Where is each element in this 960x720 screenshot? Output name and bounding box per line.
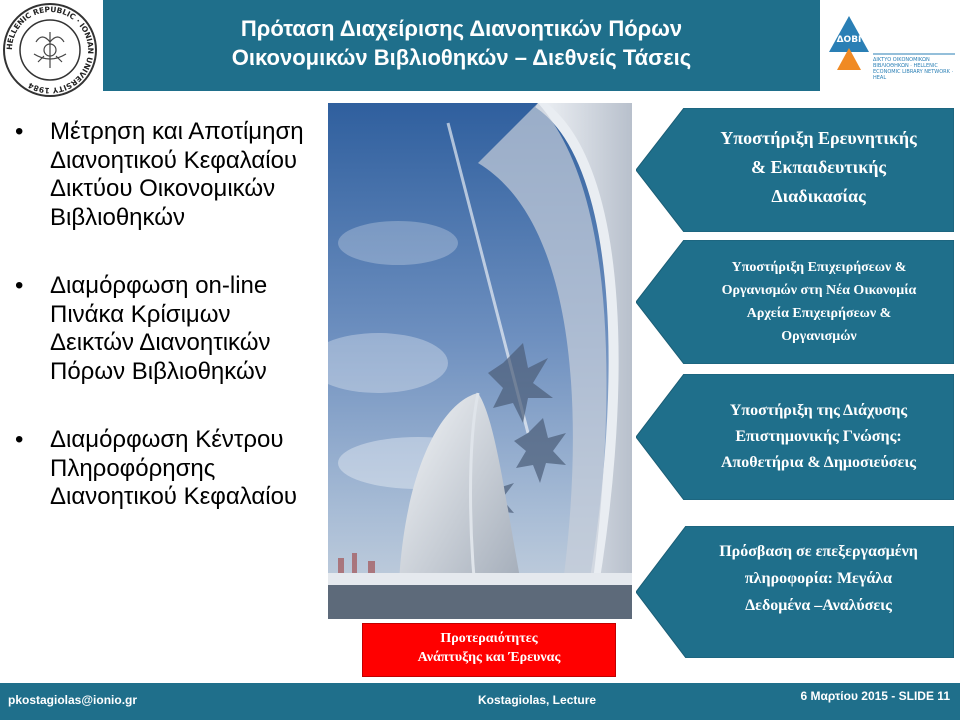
- bullet-dot: •: [15, 272, 24, 299]
- bullet-line: Δεικτών Διανοητικών: [50, 329, 271, 356]
- chevron-text: [684, 256, 954, 348]
- bullet-line: Διαμόρφωση on-line: [50, 272, 268, 299]
- chevron-line: Αρχεία Επιχειρήσεων &: [746, 306, 892, 321]
- footer-date-slide: 6 Μαρτίου 2015 - SLIDE 11: [800, 689, 950, 703]
- bullet-line: Πόρων Βιβλιοθηκών: [50, 357, 267, 385]
- chevron-line: Οργανισμών στη Νέα Οικονομία: [721, 283, 917, 298]
- bullet-line: Δικτύου Οικονομικών: [50, 175, 276, 202]
- footer-author-lecture: Kostagiolas, Lecture: [478, 693, 597, 707]
- chevron-text: [686, 398, 951, 476]
- chevron-text: [686, 124, 951, 211]
- chevron-line: πληροφορία: Μεγάλα: [744, 570, 893, 587]
- chevron-line: Διαδικασίας: [771, 186, 866, 206]
- chevron-line: Οργανισμών: [781, 329, 857, 344]
- bullet-item: [10, 118, 330, 232]
- chevron-line: Επιστημονικής Γνώσης:: [735, 428, 902, 445]
- chevron-big-data-access: [636, 526, 954, 658]
- bullet-line: Πινάκα Κρίσιμων: [50, 300, 231, 328]
- bullet-list: [10, 118, 330, 552]
- priorities-caption: [362, 623, 616, 677]
- svg-text:ΔΟΒΙ: ΔΟΒΙ: [836, 35, 862, 45]
- chevron-line: Υποστήριξη της Διάχυσης: [729, 402, 908, 419]
- chevron-line: Υποστήριξη Ερευνητικής: [720, 128, 917, 148]
- chevron-line: & Εκπαιδευτικής: [750, 157, 887, 177]
- heal-link-text: ΔΙΚΤΥΟ ΟΙΚΟΝΟΜΙΚΩΝ ΒΙΒΛΙΟΘΗΚΩΝ · HELLENIC ECONOMIC LIBRARY NETWORK · HEAL: [873, 57, 954, 81]
- heal-link-logo: [823, 2, 958, 94]
- architecture-photo: [328, 103, 632, 619]
- chevron-business-support: [636, 240, 954, 364]
- bullet-line: Διαμόρφωση Κέντρου: [50, 426, 284, 453]
- chevron-research-support: [636, 108, 954, 232]
- title-line-2: Οικονομικών Βιβλιοθηκών – Διεθνείς Τάσεις: [231, 45, 692, 70]
- bullet-line: Διανοητικού Κεφαλαίου: [50, 483, 298, 510]
- chevron-line: Δεδομένα –Αναλύσεις: [745, 597, 892, 614]
- bullet-line: Βιβλιοθηκών: [50, 203, 185, 231]
- chevron-text: [686, 538, 951, 619]
- bullet-line: Μέτρηση και Αποτίμηση: [50, 118, 304, 145]
- ionian-university-logo: [2, 2, 98, 98]
- bullet-item: [10, 272, 330, 386]
- caption-line-2: Ανάπτυξης και Έρευνας: [417, 650, 561, 665]
- chevron-line: Υποστήριξη Επιχειρήσεων &: [731, 260, 907, 275]
- bullet-dot: •: [15, 426, 24, 453]
- slide-title: [103, 14, 820, 72]
- caption-line-1: Προτεραιότητες: [440, 631, 538, 646]
- title-line-1: Πρόταση Διαχείρισης Διανοητικών Πόρων: [240, 16, 683, 41]
- footer-email: pkostagiolas@ionio.gr: [8, 693, 138, 707]
- chevron-line: Αποθετήρια & Δημοσιεύσεις: [720, 454, 917, 471]
- bullet-line: Πληροφόρησης: [50, 454, 216, 482]
- bullet-item: [10, 426, 330, 512]
- bullet-dot: •: [15, 118, 24, 145]
- chevron-knowledge-dissemination: [636, 374, 954, 500]
- chevron-line: Πρόσβαση σε επεξεργασμένη: [719, 543, 918, 560]
- seal-ring-text: HELLENIC REPUBLIC · IONIAN UNIVERSITY 1984: [4, 4, 96, 96]
- bullet-line: Διανοητικού Κεφαλαίου: [50, 146, 298, 174]
